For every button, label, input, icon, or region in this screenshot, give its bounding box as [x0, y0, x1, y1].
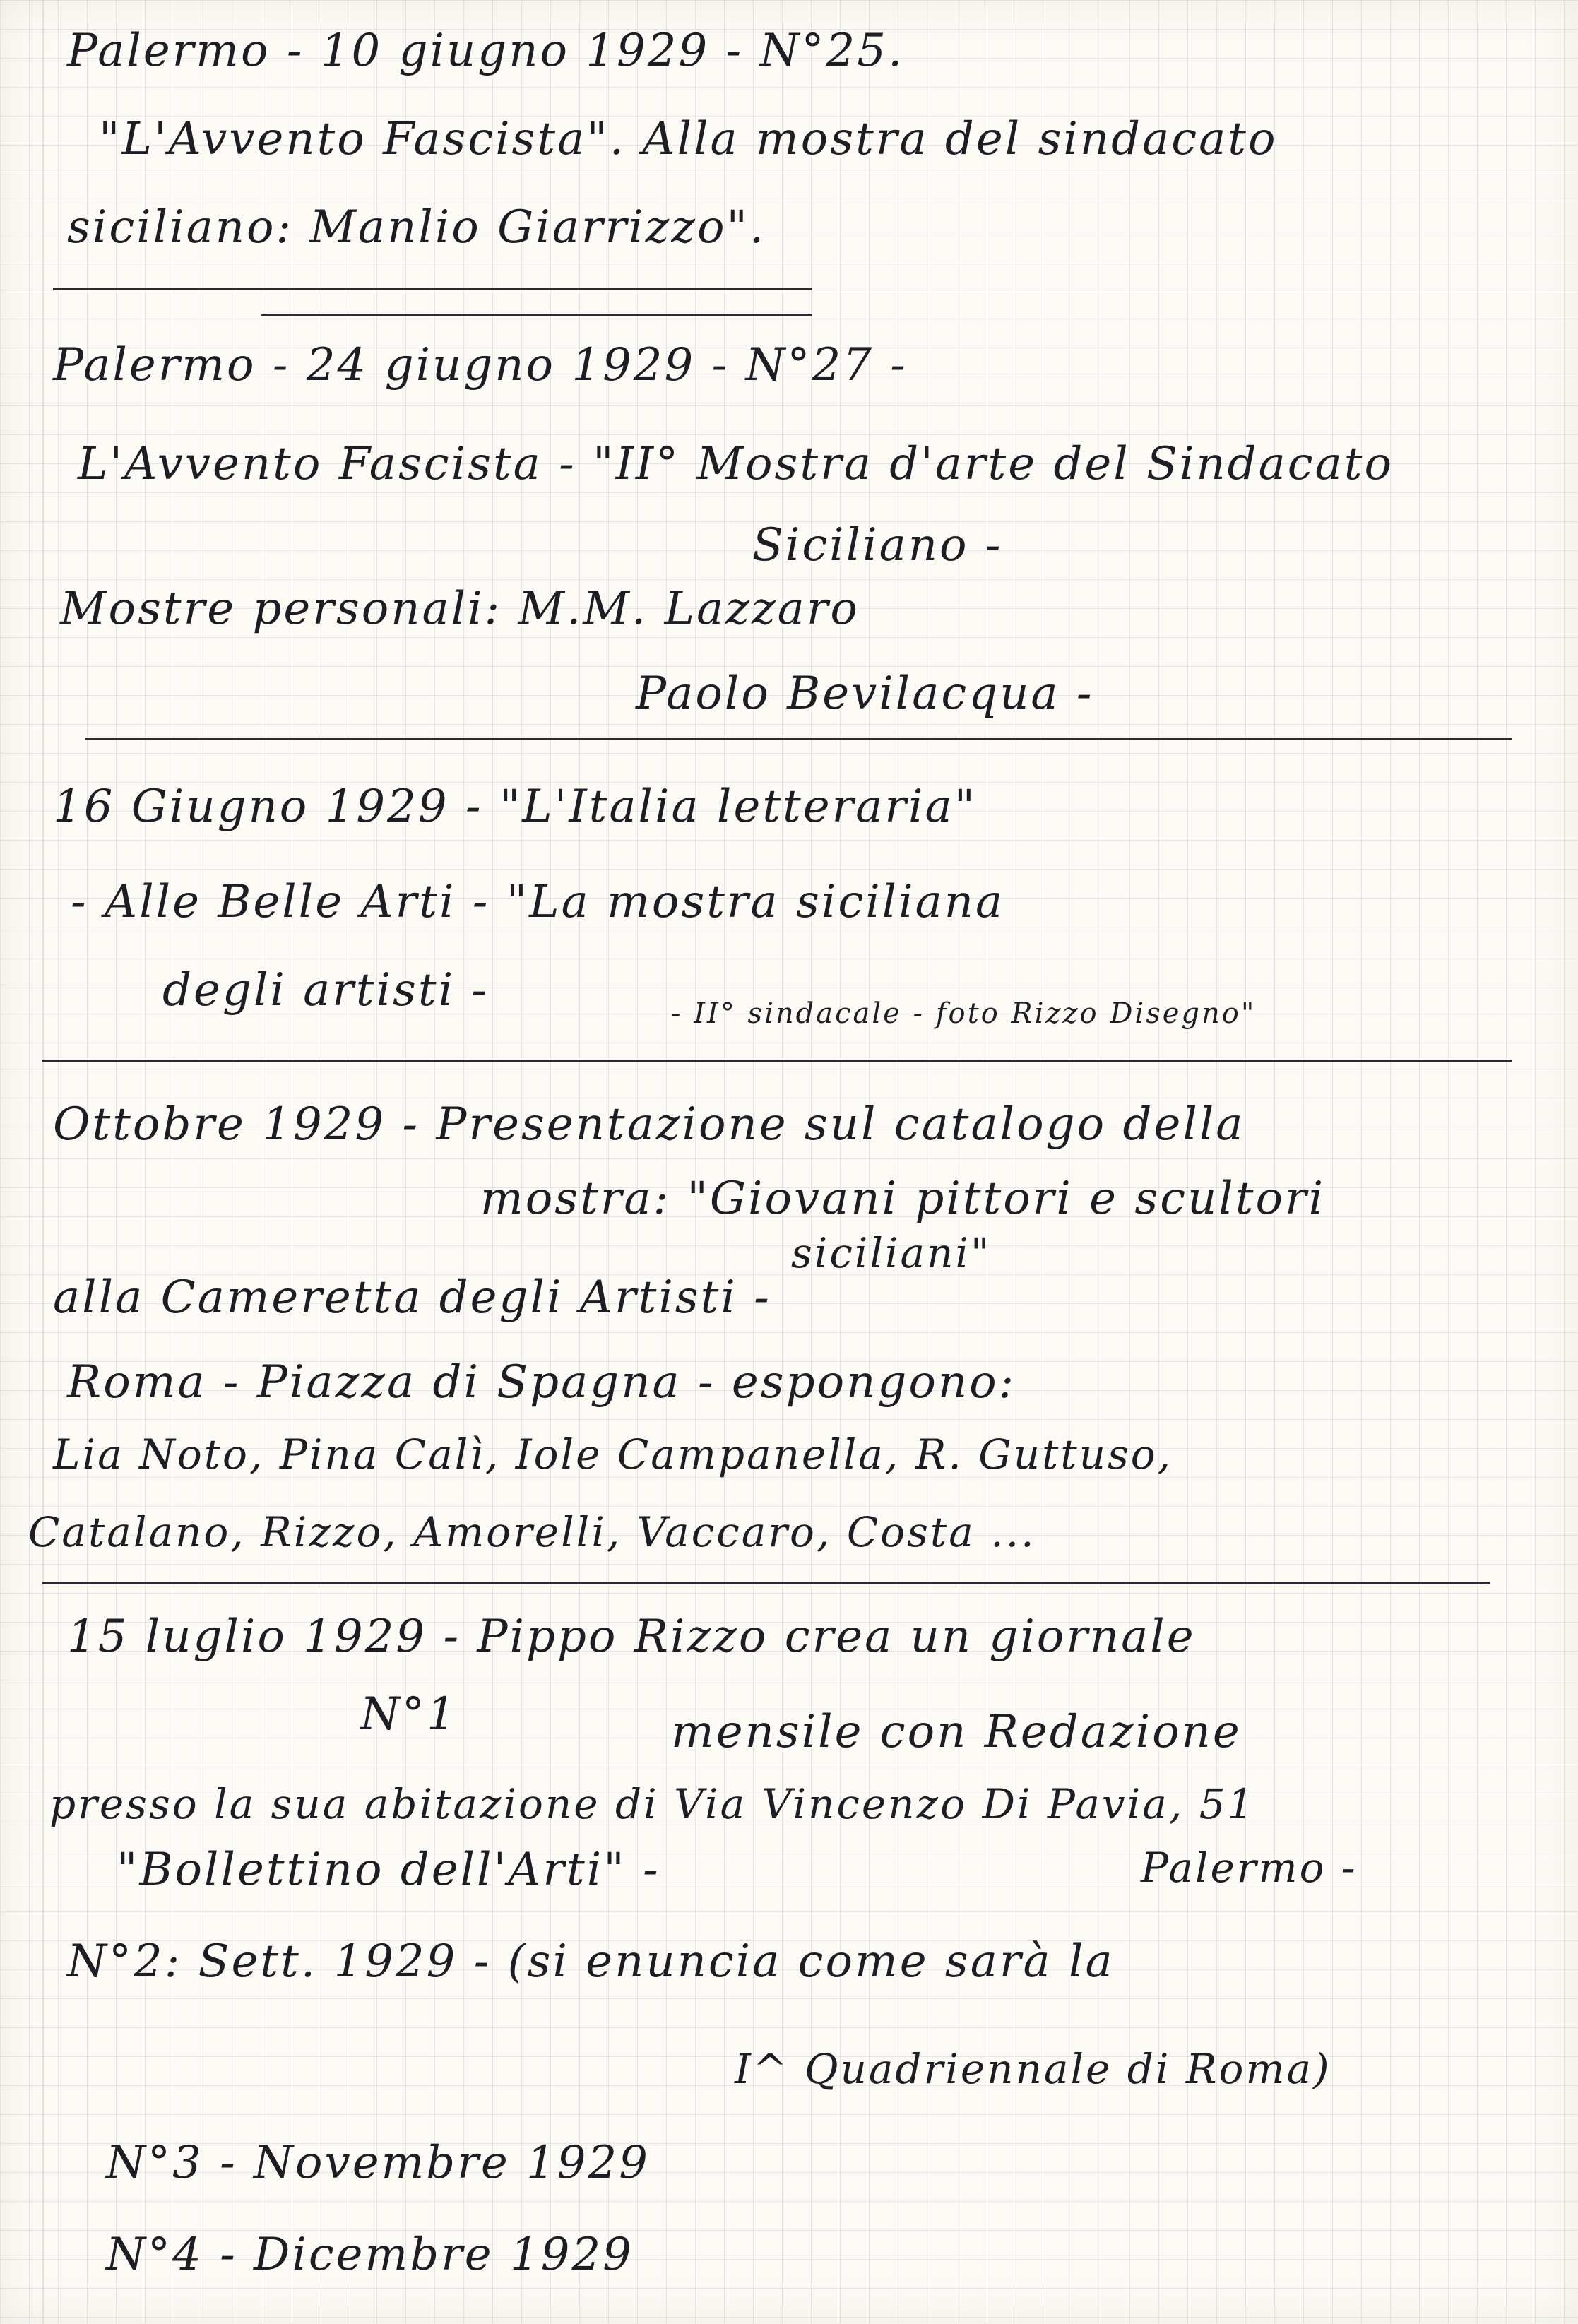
entry-5-line-8: I^ Quadriennale di Roma): [735, 2045, 1331, 2093]
divider-1-short: [261, 314, 812, 316]
entry-5-line-7: N°2: Sett. 1929 - (si enuncia come sarà la: [67, 1935, 1115, 1988]
entry-5-line-10: N°4 - Dicembre 1929: [106, 2229, 634, 2281]
entry-1-line-3: siciliano: Manlio Giarrizzo".: [67, 201, 766, 254]
entry-5-line-1: 15 luglio 1929 - Pippo Rizzo crea un giornale: [67, 1611, 1196, 1663]
entry-4-line-1: Ottobre 1929 - Presentazione sul catalogo della: [53, 1098, 1245, 1151]
entry-1-line-1: Palermo - 10 giugno 1929 - N°25.: [67, 25, 905, 77]
entry-5-line-5: "Bollettino dell'Arti" -: [117, 1844, 660, 1896]
entry-4-line-2: mostra: "Giovani pittori e scultori: [480, 1173, 1326, 1225]
entry-4-line-7: Catalano, Rizzo, Amorelli, Vaccaro, Costa ...: [28, 1508, 1036, 1556]
entry-2-line-5: Paolo Bevilacqua -: [636, 668, 1094, 720]
entry-3-line-2: - Alle Belle Arti - "La mostra siciliana: [71, 876, 1005, 928]
divider-3: [42, 1060, 1512, 1062]
entry-5-line-4: presso la sua abitazione di Via Vincenzo Di Pavia, 51: [49, 1780, 1256, 1828]
entry-3-line-4: - II° sindacale - foto Rizzo Disegno": [671, 997, 1257, 1030]
entry-3-line-3: degli artisti -: [162, 964, 490, 1016]
entry-1-line-2: "L'Avvento Fascista". Alla mostra del sindacato: [99, 113, 1278, 165]
entry-4-line-3: siciliani": [791, 1229, 992, 1277]
page-margin-line: [42, 0, 44, 2324]
divider-1: [53, 288, 812, 290]
entry-5-line-9: N°3 - Novembre 1929: [106, 2137, 650, 2189]
entry-2-line-1: Palermo - 24 giugno 1929 - N°27 -: [53, 339, 908, 391]
entry-2-line-3: Siciliano -: [752, 519, 1003, 571]
entry-4-line-4: alla Cameretta degli Artisti -: [53, 1271, 771, 1324]
entry-4-line-6: Lia Noto, Pina Calì, Iole Campanella, R. Guttuso,: [53, 1430, 1173, 1478]
entry-5-line-3: mensile con Redazione: [671, 1706, 1242, 1758]
entry-5-line-2: N°1: [360, 1688, 458, 1741]
divider-4: [42, 1582, 1490, 1584]
entry-4-line-5: Roma - Piazza di Spagna - espongono:: [67, 1356, 1016, 1409]
entry-3-line-1: 16 Giugno 1929 - "L'Italia letteraria": [53, 781, 978, 833]
entry-2-line-4: Mostre personali: M.M. Lazzaro: [60, 583, 860, 635]
divider-2: [85, 738, 1512, 740]
entry-5-line-6: Palermo -: [1141, 1844, 1358, 1892]
entry-2-line-2: L'Avvento Fascista - "II° Mostra d'arte del Sindacato: [78, 438, 1394, 490]
